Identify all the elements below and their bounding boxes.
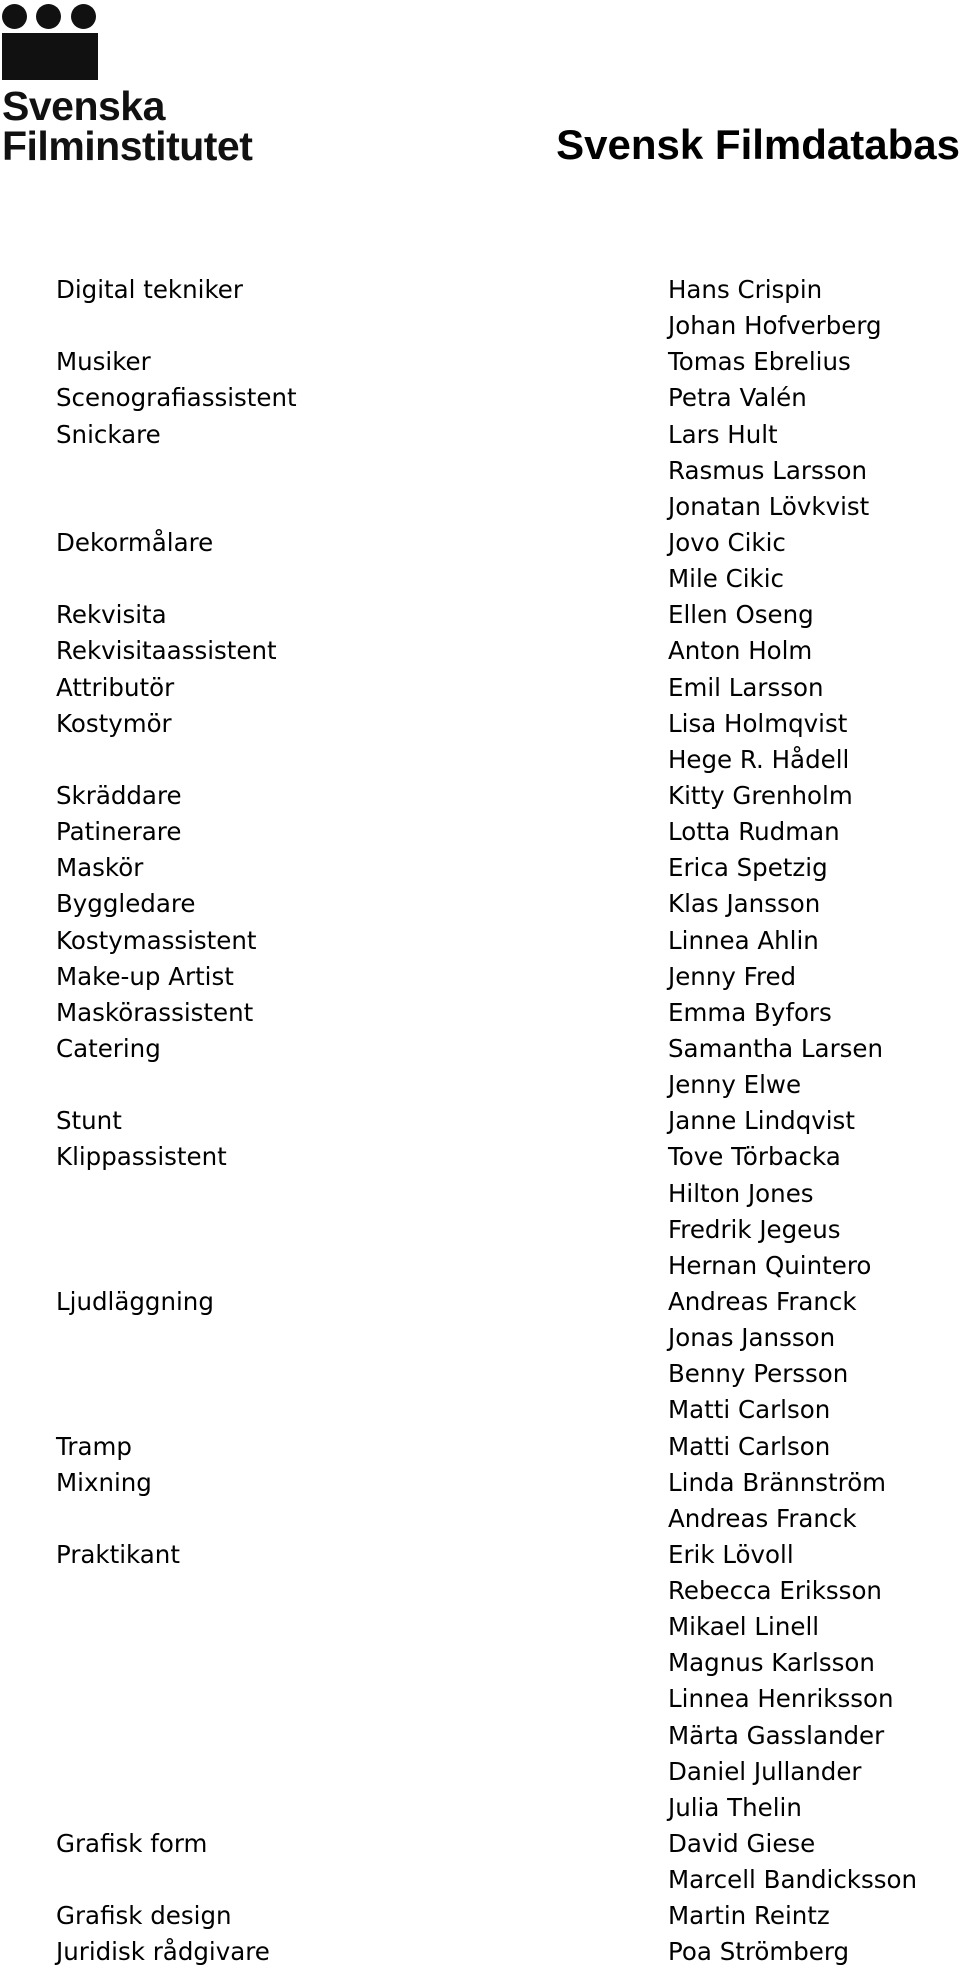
credit-row	[0, 850, 960, 886]
credit-name[interactable]: Matti Carlson	[668, 1431, 831, 1461]
credit-name[interactable]: David Giese	[668, 1829, 816, 1859]
credit-name[interactable]: Linnea Henriksson	[668, 1684, 894, 1714]
credit-name[interactable]: Erica Spetzig	[668, 853, 828, 883]
credit-row	[0, 778, 960, 814]
credit-row	[0, 1790, 960, 1826]
credit-row	[0, 633, 960, 669]
credit-row	[0, 886, 960, 922]
credit-name[interactable]: Marcell Bandicksson	[668, 1865, 918, 1895]
credit-role: Rekvisita	[56, 600, 167, 630]
site-title: Svensk Filmdatabas	[556, 121, 960, 168]
credit-role: Attributör	[56, 672, 175, 702]
credit-row	[0, 1248, 960, 1284]
credit-role: Juridisk rådgivare	[56, 1937, 270, 1967]
credit-row	[0, 525, 960, 561]
credit-row	[0, 1573, 960, 1609]
credit-name[interactable]: Lars Hult	[668, 419, 778, 449]
credit-name[interactable]: Emma Byfors	[668, 997, 832, 1027]
credit-row	[0, 1934, 960, 1970]
logo-dot-icon	[36, 4, 61, 29]
credit-name[interactable]: Daniel Jullander	[668, 1756, 862, 1786]
credit-row	[0, 1862, 960, 1898]
credit-row	[0, 597, 960, 633]
credit-name[interactable]: Hans Crispin	[668, 275, 823, 304]
credit-name[interactable]: Petra Valén	[668, 383, 807, 413]
credit-name[interactable]: Jovo Cikic	[668, 527, 786, 557]
logo-square-icon	[2, 33, 98, 80]
logo-text-line1: Svenska	[2, 83, 165, 129]
credit-role: Rekvisitaassistent	[56, 636, 277, 666]
credit-role: Klippassistent	[56, 1142, 227, 1172]
credit-role: Patinerare	[56, 817, 182, 847]
credit-name[interactable]: Jonatan Lövkvist	[668, 491, 870, 521]
svenska-filminstitutet-logo	[2, 4, 262, 169]
logo-mark-icon	[2, 4, 102, 80]
credit-row	[0, 814, 960, 850]
credit-name[interactable]: Magnus Karlsson	[668, 1648, 875, 1678]
credit-name[interactable]: Lisa Holmqvist	[668, 708, 848, 738]
credit-name[interactable]: Andreas Franck	[668, 1286, 857, 1316]
credit-name[interactable]: Mile Cikic	[668, 564, 784, 594]
credit-name[interactable]: Linnea Ahlin	[668, 925, 819, 955]
logo-dot-icon	[71, 4, 96, 29]
credit-role: Stunt	[56, 1106, 122, 1136]
credit-row	[0, 1718, 960, 1754]
credit-name[interactable]: Tove Törbacka	[668, 1142, 841, 1172]
credit-name[interactable]: Samantha Larsen	[668, 1033, 884, 1063]
credit-role: Ljudläggning	[56, 1286, 214, 1316]
credit-name[interactable]: Mikael Linell	[668, 1612, 820, 1642]
credit-name[interactable]: Anton Holm	[668, 636, 813, 666]
credit-row	[0, 1031, 960, 1067]
credit-row	[0, 959, 960, 995]
credit-name[interactable]: Matti Carlson	[668, 1395, 831, 1425]
credit-row	[0, 1139, 960, 1175]
credit-row	[0, 1898, 960, 1934]
credit-name[interactable]: Johan Hofverberg	[668, 311, 882, 341]
credit-role: Skräddare	[56, 780, 182, 810]
credit-name[interactable]: Tomas Ebrelius	[668, 347, 851, 377]
credit-name[interactable]: Rasmus Larsson	[668, 455, 867, 485]
credit-row	[0, 670, 960, 706]
credit-row	[0, 1681, 960, 1717]
credit-name[interactable]: Jonas Jansson	[668, 1323, 836, 1353]
credit-row	[0, 1320, 960, 1356]
credit-row	[0, 1284, 960, 1320]
credit-row	[0, 1429, 960, 1465]
logo-dot-icon	[2, 4, 27, 29]
credit-name[interactable]: Kitty Grenholm	[668, 780, 853, 810]
logo-text-line2: Filminstitutet	[2, 123, 253, 169]
credit-role: Kostymör	[56, 708, 172, 738]
credit-row	[0, 1356, 960, 1392]
credit-row	[0, 1103, 960, 1139]
credit-name[interactable]: Märta Gasslander	[668, 1720, 885, 1750]
credit-row	[0, 417, 960, 453]
credit-row	[0, 1465, 960, 1501]
credit-name[interactable]: Hege R. Hådell	[668, 744, 850, 774]
credit-role: Byggledare	[56, 889, 196, 919]
credit-role: Tramp	[56, 1431, 132, 1461]
credit-name[interactable]: Rebecca Eriksson	[668, 1576, 882, 1606]
credit-row	[0, 1609, 960, 1645]
credit-row	[0, 706, 960, 742]
credit-name[interactable]: Hernan Quintero	[668, 1250, 872, 1280]
credit-name[interactable]: Emil Larsson	[668, 672, 824, 702]
credit-role: Maskör	[56, 853, 144, 883]
credit-row	[0, 742, 960, 778]
credit-row	[0, 995, 960, 1031]
credit-name[interactable]: Linda Brännström	[668, 1467, 887, 1497]
credit-row	[0, 1176, 960, 1212]
credit-row	[0, 453, 960, 489]
credit-row	[0, 1501, 960, 1537]
credit-row	[0, 1826, 960, 1862]
credit-name[interactable]: Fredrik Jegeus	[668, 1214, 841, 1244]
credit-row	[0, 308, 960, 344]
credit-name[interactable]: Jenny Elwe	[668, 1070, 802, 1100]
credit-role: Grafisk form	[56, 1829, 208, 1859]
credit-row	[0, 344, 960, 380]
credit-row	[0, 1392, 960, 1428]
credit-name[interactable]: Erik Lövoll	[668, 1539, 794, 1569]
credit-role: Catering	[56, 1033, 161, 1063]
credit-name[interactable]: Lotta Rudman	[668, 817, 840, 847]
credit-role: Make-up Artist	[56, 961, 234, 991]
credit-role: Scenografiassistent	[56, 383, 297, 413]
credit-row	[0, 561, 960, 597]
credit-row	[0, 380, 960, 416]
credit-row	[0, 923, 960, 959]
credit-row	[0, 489, 960, 525]
credit-row	[0, 1645, 960, 1681]
credit-row	[0, 272, 960, 308]
credit-row	[0, 1067, 960, 1103]
credit-row	[0, 1537, 960, 1573]
credit-role: Kostymassistent	[56, 925, 257, 955]
credit-name[interactable]: Andreas Franck	[668, 1503, 857, 1533]
credit-role: Maskörassistent	[56, 997, 254, 1027]
credit-role: Snickare	[56, 419, 161, 449]
credit-name[interactable]: Janne Lindqvist	[668, 1106, 855, 1136]
credit-name[interactable]: Klas Jansson	[668, 889, 821, 919]
credit-name[interactable]: Poa Strömberg	[668, 1937, 850, 1967]
credit-name[interactable]: Ellen Oseng	[668, 600, 814, 630]
credit-name[interactable]: Julia Thelin	[668, 1792, 802, 1822]
credit-role: Dekormålare	[56, 527, 214, 557]
credit-role: Digital tekniker	[56, 275, 243, 304]
credit-name[interactable]: Benny Persson	[668, 1359, 849, 1389]
credit-name[interactable]: Jenny Fred	[668, 961, 797, 991]
credit-name[interactable]: Martin Reintz	[668, 1901, 830, 1931]
credit-role: Mixning	[56, 1467, 152, 1497]
credit-name[interactable]: Hilton Jones	[668, 1178, 814, 1208]
credit-role: Praktikant	[56, 1539, 180, 1569]
credits-list	[0, 272, 960, 1971]
credit-row	[0, 1212, 960, 1248]
credit-role: Grafisk design	[56, 1901, 232, 1931]
credit-role: Musiker	[56, 347, 151, 377]
credit-row	[0, 1754, 960, 1790]
